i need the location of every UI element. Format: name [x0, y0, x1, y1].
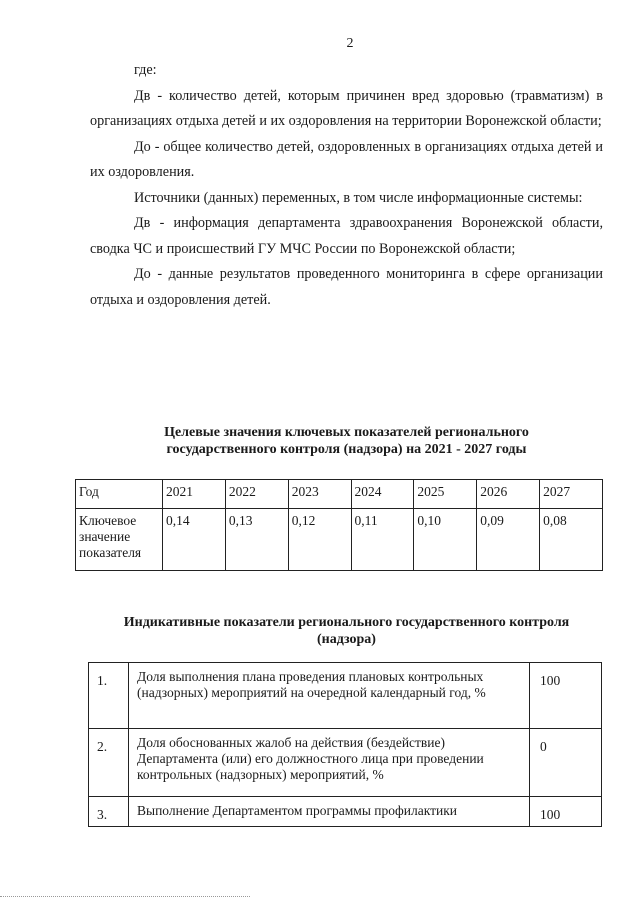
targets-row-header: Год [76, 480, 163, 509]
indicator-value: 100 [530, 663, 602, 729]
targets-value-cell: 0,11 [351, 509, 414, 571]
footer-divider [0, 896, 250, 898]
indicator-value: 0 [530, 729, 602, 797]
indicator-number: 3. [89, 797, 129, 827]
targets-year-cell: 2026 [477, 480, 540, 509]
paragraph-do-source: До - данные результатов проведенного мониторинга в сфере организации отдыха и оздоровления детей. [90, 266, 603, 308]
indicators-row [89, 663, 602, 729]
indicator-number: 2. [89, 729, 129, 797]
targets-header-row [76, 480, 603, 509]
targets-row-label: Ключевое значение показателя [76, 509, 163, 571]
indicators-table-title [90, 614, 603, 648]
targets-title-line1: Целевые значения ключевых показателей регионального [164, 425, 529, 440]
paragraph-where: где: [134, 62, 157, 78]
paragraph-dv-source: Дв - информация департамента здравоохранения Воронежской области, сводка ЧС и происшествий ГУ МЧС России по Воронежской области; [90, 215, 603, 257]
body-text [90, 58, 603, 313]
paragraph-do-definition: До - общее количество детей, оздоровленных в организациях отдыха детей и их оздоровления. [90, 138, 603, 180]
targets-value-row [76, 509, 603, 571]
targets-value-cell: 0,14 [163, 509, 226, 571]
targets-value-cell: 0,09 [477, 509, 540, 571]
targets-year-cell: 2027 [540, 480, 603, 509]
targets-value-cell: 0,12 [288, 509, 351, 571]
targets-year-cell: 2025 [414, 480, 477, 509]
indicator-text: Доля выполнения плана проведения плановых контрольных (надзорных) мероприятий на очередной календарный год, % [129, 663, 530, 729]
targets-year-cell: 2021 [163, 480, 226, 509]
indicators-row [89, 729, 602, 797]
indicators-row [89, 797, 602, 827]
indicator-number: 1. [89, 663, 129, 729]
page-number: 2 [346, 36, 354, 51]
indicators-title-line1: Индикативные показатели регионального государственного контроля [123, 615, 570, 630]
targets-table [75, 479, 603, 571]
paragraph-dv-definition: Дв - количество детей, которым причинен вред здоровью (травматизм) в организациях отдыха детей и их оздоровления на территории Воронежской области; [90, 87, 603, 129]
targets-value-cell: 0,10 [414, 509, 477, 571]
indicators-title-line2: (надзора) [317, 632, 376, 647]
indicator-value: 100 [530, 797, 602, 827]
targets-year-cell: 2022 [225, 480, 288, 509]
targets-title-line2: государственного контроля (надзора) на 2021 - 2027 годы [166, 442, 527, 457]
targets-year-cell: 2023 [288, 480, 351, 509]
targets-table-title [90, 424, 603, 458]
paragraph-sources: Источники (данных) переменных, в том числе информационные системы: [134, 189, 583, 206]
indicator-text: Доля обоснованных жалоб на действия (бездействие) Департамента (или) его должностного лица при проведении контрольных (надзорных) мероприятий, % [129, 729, 530, 797]
indicator-text: Выполнение Департаментом программы профилактики [129, 797, 530, 827]
indicators-table [88, 662, 602, 827]
targets-value-cell: 0,08 [540, 509, 603, 571]
targets-value-cell: 0,13 [225, 509, 288, 571]
targets-year-cell: 2024 [351, 480, 414, 509]
